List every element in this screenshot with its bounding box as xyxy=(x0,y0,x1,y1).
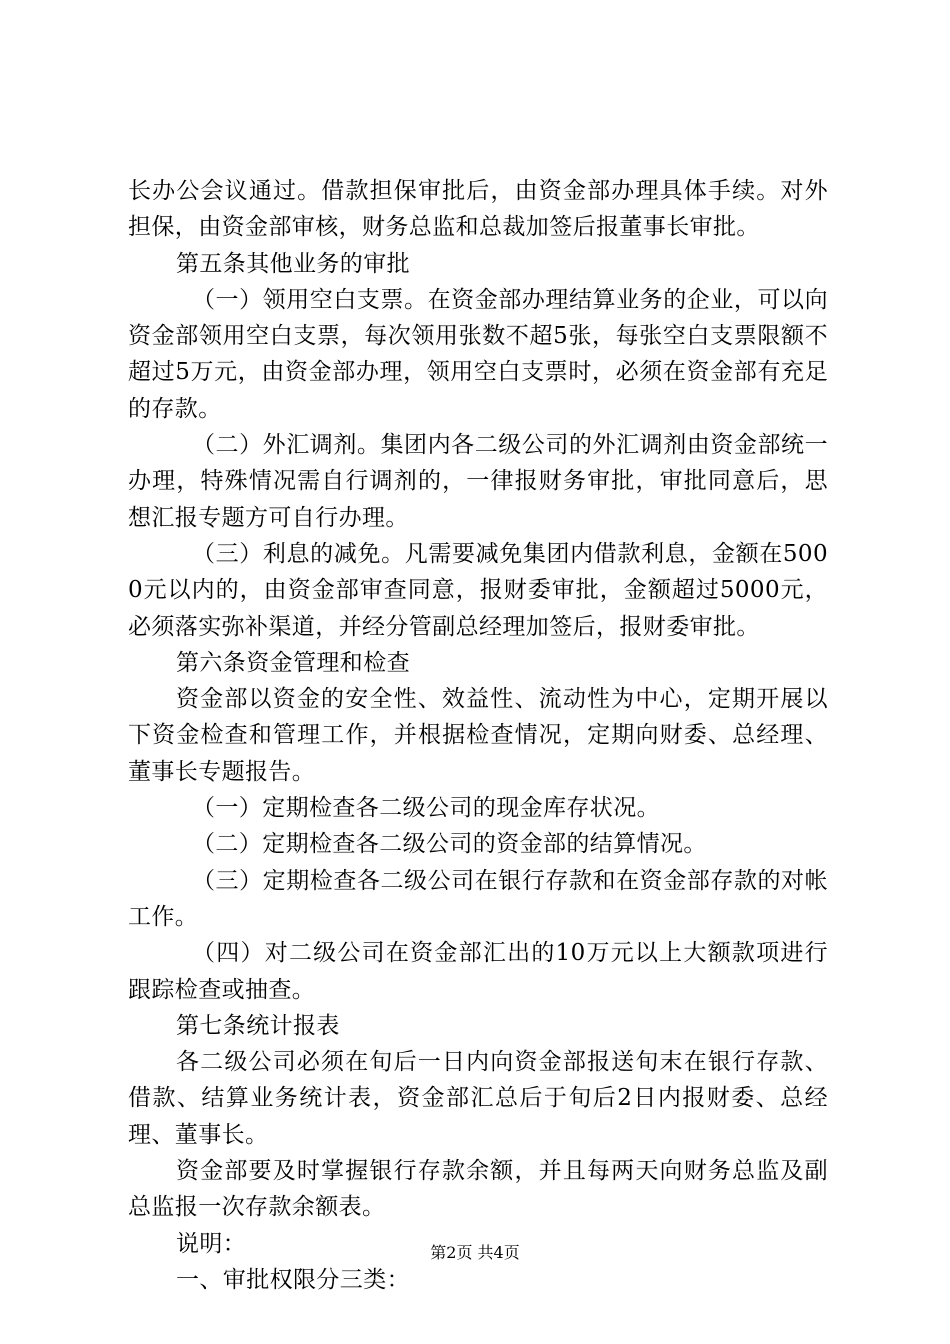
paragraph-check-settlement: （二）定期检查各二级公司的资金部的结算情况。 xyxy=(192,831,707,858)
paragraph-balance-report: 资金部要及时掌握银行存款余额，并且每两天向财务总监及副总监报一次存款余额表。 xyxy=(128,1158,828,1221)
heading-article-5: 第五条其他业务的审批 xyxy=(176,250,410,277)
paragraph-foreign-exchange: （二）外汇调剂。集团内各二级公司的外汇调剂由资金部统一办理，特殊情况需自行调剂的，一律报财务审批，审批同意后，思想汇报专题方可自行办理。 xyxy=(128,432,828,531)
paragraph-fund-management: 资金部以资金的安全性、效益性、流动性为中心，定期开展以下资金检查和管理工作，并根据检查情况，定期向财委、总经理、董事长专题报告。 xyxy=(128,686,828,785)
paragraph-interest-waiver: （三）利息的减免。凡需要减免集团内借款利息，金额在5000元以内的，由资金部审查同意，报财委审批，金额超过5000元，必须落实弥补渠道，并经分管副总经理加签后，报财委审批。 xyxy=(128,540,828,640)
paragraph-approval-categories: 一、审批权限分三类： xyxy=(176,1266,410,1293)
heading-article-7: 第七条统计报表 xyxy=(176,1012,340,1039)
paragraph-check-large-transfers: （四）对二级公司在资金部汇出的10万元以上大额款项进行跟踪检查或抽查。 xyxy=(128,940,828,1003)
paragraph-check-reconciliation: （三）定期检查各二级公司在银行存款和在资金部存款的对帐工作。 xyxy=(128,867,828,930)
paragraph-guarantee-approval: 长办公会议通过。借款担保审批后，由资金部办理具体手续。对外担保，由资金部审核，财务总监和总裁加签后报董事长审批。 xyxy=(128,178,828,241)
heading-article-6: 第六条资金管理和检查 xyxy=(176,649,410,676)
document-body xyxy=(128,173,828,1298)
paragraph-check-cash: （一）定期检查各二级公司的现金库存状况。 xyxy=(192,795,660,822)
paragraph-statistics-report: 各二级公司必须在旬后一日内向资金部报送旬末在银行存款、借款、结算业务统计表，资金部汇总后于旬后2日内报财委、总经理、董事长。 xyxy=(128,1049,828,1148)
page-number-footer: 第2页 共4页 xyxy=(430,1243,520,1262)
paragraph-blank-checks: （一）领用空白支票。在资金部办理结算业务的企业，可以向资金部领用空白支票，每次领用张数不超5张，每张空白支票限额不超过5万元，由资金部办理，领用空白支票时，必须在资金部有充足的存款。 xyxy=(128,286,828,422)
heading-notes: 说明： xyxy=(176,1230,247,1257)
